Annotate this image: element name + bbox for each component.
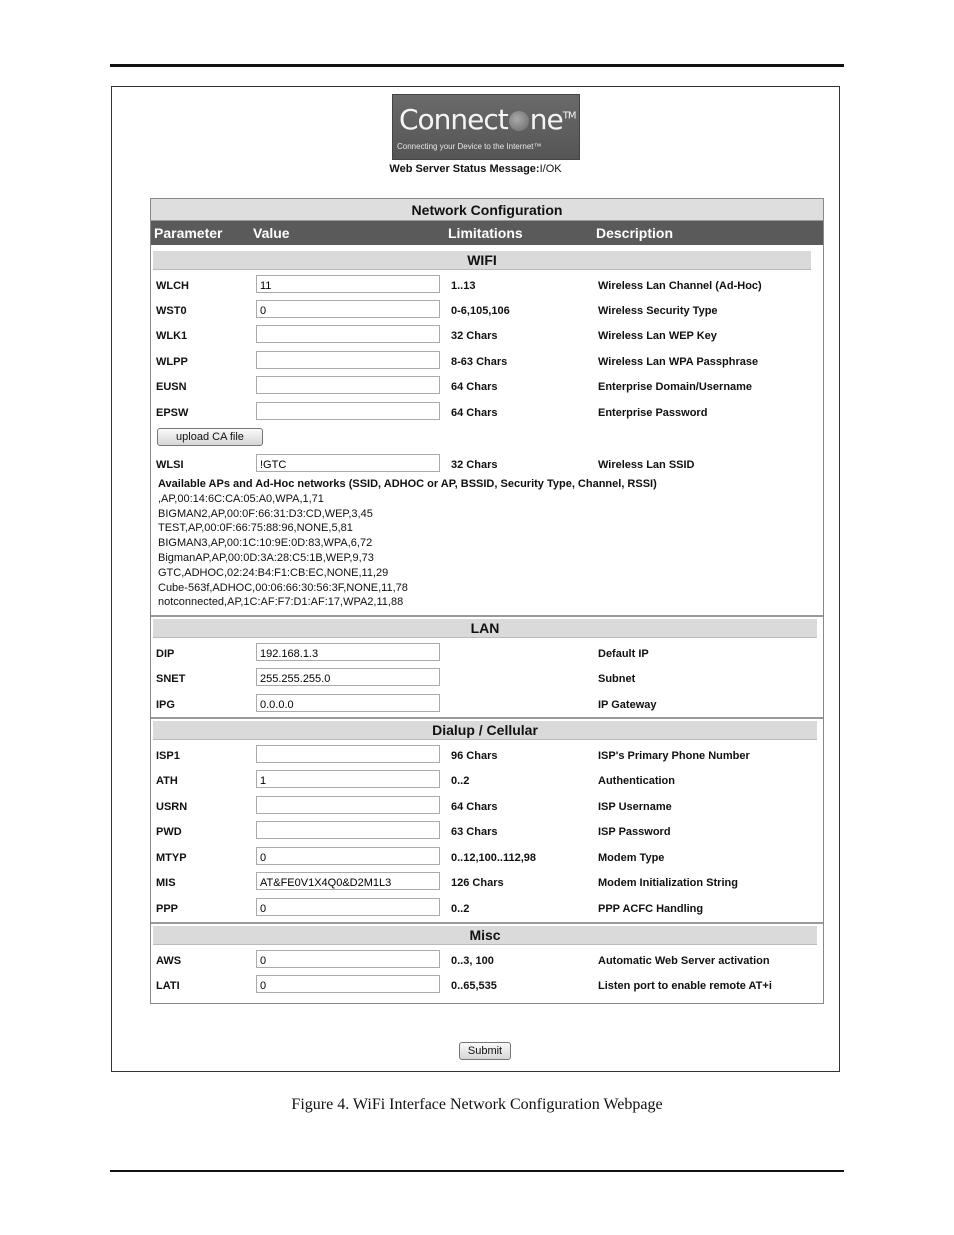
row-isp1 <box>153 745 821 769</box>
param-label: DIP <box>156 648 175 660</box>
param-label: ATH <box>156 775 178 787</box>
status-value: I/OK <box>539 163 562 175</box>
param-label: PWD <box>156 826 182 838</box>
row-usrn <box>153 796 821 820</box>
param-label: IPG <box>156 699 175 711</box>
submit-button[interactable]: Submit <box>459 1042 511 1060</box>
row-mtyp <box>153 847 821 871</box>
param-label: AWS <box>156 955 182 967</box>
limit-text: 64 Chars <box>451 801 498 813</box>
list-item: TEST,AP,00:0F:66:75:88:96,NONE,5,81 <box>158 522 353 535</box>
wlpp-input[interactable] <box>256 351 440 369</box>
param-label: WLSI <box>156 459 184 471</box>
row-dip <box>153 643 821 667</box>
limit-text: 0..12,100..112,98 <box>451 852 537 864</box>
wlsi-input[interactable] <box>256 454 440 472</box>
bottom-rule <box>110 1170 844 1172</box>
eusn-input[interactable] <box>256 376 440 394</box>
limit-text: 63 Chars <box>451 826 498 838</box>
row-epsw <box>153 402 821 426</box>
col-description: Description <box>596 225 674 241</box>
row-aws <box>153 950 821 974</box>
epsw-input[interactable] <box>256 402 440 420</box>
wlk1-input[interactable] <box>256 325 440 343</box>
logo-o-globe-icon <box>509 111 529 131</box>
description-text: ISP Username <box>598 801 672 813</box>
logo-tm: TM <box>562 110 576 122</box>
mis-input[interactable] <box>256 872 440 890</box>
row-mis <box>153 872 821 896</box>
row-lati <box>153 975 821 999</box>
section-divider <box>151 717 823 719</box>
screenshot-frame <box>111 86 840 1072</box>
network-configuration-panel <box>150 198 824 1004</box>
description-text: ISP Password <box>598 826 671 838</box>
param-label: WLK1 <box>156 330 188 342</box>
ath-input[interactable] <box>256 770 440 788</box>
description-text: Wireless Lan WPA Passphrase <box>598 356 759 368</box>
description-text: Wireless Lan Channel (Ad-Hoc) <box>598 280 762 292</box>
row-ppp <box>153 898 821 922</box>
dip-input[interactable] <box>256 643 440 661</box>
description-text: Wireless Lan WEP Key <box>598 330 717 342</box>
description-text: Default IP <box>598 648 649 660</box>
description-text: Modem Initialization String <box>598 877 738 889</box>
logo-tagline: Connecting your Device to the Internet™ <box>397 142 542 151</box>
available-networks-label: Available APs and Ad-Hoc networks (SSID, ADHOC or AP, BSSID, Security Type, Channel, RSSI) <box>158 478 657 490</box>
row-wst0 <box>153 300 821 324</box>
web-server-status <box>112 163 839 175</box>
description-text: IP Gateway <box>598 699 657 711</box>
limit-text: 96 Chars <box>451 750 498 762</box>
panel-title: Network Configuration <box>151 199 823 221</box>
limit-text: 0..65,535 <box>451 980 497 992</box>
section-misc-header: Misc <box>153 926 817 945</box>
param-label: ISP1 <box>156 750 180 762</box>
description-text: Wireless Security Type <box>598 305 718 317</box>
param-label: WST0 <box>156 305 187 317</box>
available-networks-list <box>158 477 657 610</box>
list-item: notconnected,AP,1C:AF:F7:D1:AF:17,WPA2,11,88 <box>158 596 404 609</box>
limit-text: 32 Chars <box>451 330 498 342</box>
usrn-input[interactable] <box>256 796 440 814</box>
description-text: Modem Type <box>598 852 665 864</box>
mtyp-input[interactable] <box>256 847 440 865</box>
limit-text: 1..13 <box>451 280 476 292</box>
description-text: Enterprise Password <box>598 407 708 419</box>
limit-text: 64 Chars <box>451 381 498 393</box>
section-divider <box>151 922 823 924</box>
description-text: Enterprise Domain/Username <box>598 381 753 393</box>
param-label: MTYP <box>156 852 187 864</box>
column-header-row <box>151 221 823 245</box>
list-item: Cube-563f,ADHOC,00:06:66:30:56:3F,NONE,11,78 <box>158 581 408 594</box>
param-label: WLCH <box>156 280 189 292</box>
limit-text: 0..2 <box>451 775 470 787</box>
row-wlk1 <box>153 325 821 349</box>
param-label: USRN <box>156 801 188 813</box>
ipg-input[interactable] <box>256 694 440 712</box>
col-limitations: Limitations <box>448 225 523 241</box>
param-label: EPSW <box>156 407 189 419</box>
list-item: BigmanAP,AP,00:0D:3A:28:C5:1B,WEP,9,73 <box>158 551 374 564</box>
description-text: ISP's Primary Phone Number <box>598 750 750 762</box>
description-text: Listen port to enable remote AT+i <box>598 980 772 992</box>
description-text: Subnet <box>598 673 636 685</box>
limit-text: 64 Chars <box>451 407 498 419</box>
param-label: MIS <box>156 877 176 889</box>
param-label: SNET <box>156 673 186 685</box>
lati-input[interactable] <box>256 975 440 993</box>
top-rule <box>110 64 844 67</box>
section-lan-header: LAN <box>153 619 817 638</box>
description-text: Wireless Lan SSID <box>598 459 695 471</box>
connectone-logo <box>392 94 580 160</box>
wst0-input[interactable] <box>256 300 440 318</box>
limit-text: 0..2 <box>451 903 470 915</box>
limit-text: 0..3, 100 <box>451 955 494 967</box>
logo-brand-part2: ne <box>529 103 563 136</box>
isp1-input[interactable] <box>256 745 440 763</box>
wlch-input[interactable] <box>256 275 440 293</box>
row-snet <box>153 668 821 692</box>
logo-brand-part1: Connect <box>399 103 508 136</box>
limit-text: 126 Chars <box>451 877 504 889</box>
status-label: Web Server Status Message: <box>389 163 540 175</box>
snet-input[interactable] <box>256 668 440 686</box>
section-dialup-header: Dialup / Cellular <box>153 721 817 740</box>
pwd-input[interactable] <box>256 821 440 839</box>
row-wlpp <box>153 351 821 375</box>
row-eusn <box>153 376 821 400</box>
row-ath <box>153 770 821 794</box>
row-wlsi <box>153 454 821 478</box>
description-text: Automatic Web Server activation <box>598 955 770 967</box>
row-wlch <box>153 275 821 299</box>
limit-text: 0-6,105,106 <box>451 305 510 317</box>
description-text: PPP ACFC Handling <box>598 903 704 915</box>
upload-ca-file-button[interactable]: upload CA file <box>157 428 263 446</box>
list-item: GTC,ADHOC,02:24:B4:F1:CB:EC,NONE,11,29 <box>158 566 389 579</box>
description-text: Authentication <box>598 775 675 787</box>
param-label: EUSN <box>156 381 187 393</box>
section-divider <box>151 615 823 617</box>
list-item: BIGMAN2,AP,00:0F:66:31:D3:CD,WEP,3,45 <box>158 507 373 520</box>
aws-input[interactable] <box>256 950 440 968</box>
param-label: LATI <box>156 980 180 992</box>
row-pwd <box>153 821 821 845</box>
section-wifi-header: WIFI <box>153 251 811 270</box>
param-label: WLPP <box>156 356 188 368</box>
limit-text: 8-63 Chars <box>451 356 508 368</box>
col-parameter: Parameter <box>154 225 223 241</box>
limit-text: 32 Chars <box>451 459 498 471</box>
col-value: Value <box>253 225 290 241</box>
row-ipg <box>153 694 821 718</box>
list-item: ,AP,00:14:6C:CA:05:A0,WPA,1,71 <box>158 492 324 505</box>
ppp-input[interactable] <box>256 898 440 916</box>
param-label: PPP <box>156 903 179 915</box>
list-item: BIGMAN3,AP,00:1C:10:9E:0D:83,WPA,6,72 <box>158 537 373 550</box>
figure-caption: Figure 4. WiFi Interface Network Configuration Webpage <box>291 1096 663 1113</box>
